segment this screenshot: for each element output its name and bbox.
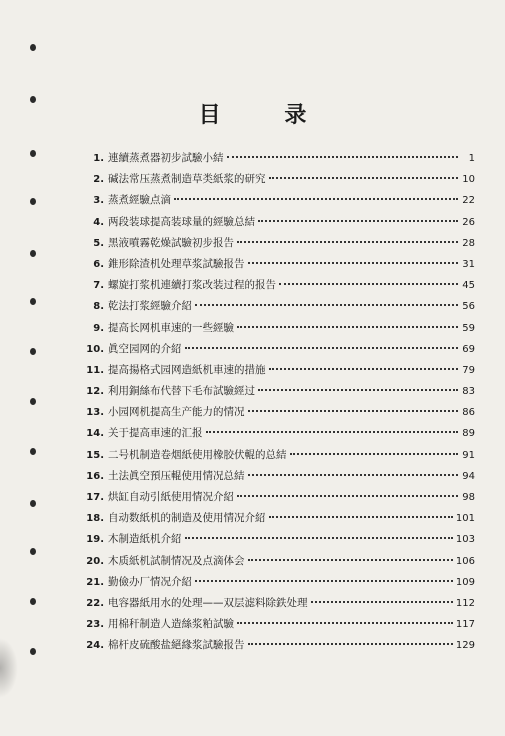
- toc-entry-page: 31: [462, 258, 475, 270]
- dot-leader: [248, 262, 459, 264]
- dot-leader: [174, 198, 458, 200]
- toc-entry-number: 22.: [86, 597, 104, 609]
- toc-entry-title: 木质紙机試制情况及点滴体会: [108, 554, 245, 567]
- toc-entry-page: 45: [462, 280, 475, 292]
- toc-entry-title: 提高长网机車速的一些經驗: [108, 321, 234, 334]
- toc-entry[interactable]: [82, 425, 475, 446]
- toc-entry-number: 16.: [86, 470, 104, 482]
- toc-entry[interactable]: [82, 171, 475, 192]
- toc-entry-title: 碱法常压蒸煮制造草类紙浆的研究: [108, 173, 266, 186]
- toc-entry-page: 79: [462, 364, 475, 376]
- binding-hole: [30, 298, 36, 305]
- toc-entry[interactable]: [82, 447, 475, 468]
- toc-entry-number: 6.: [93, 258, 104, 270]
- toc-entry[interactable]: [82, 341, 475, 362]
- binding-hole: [30, 648, 36, 655]
- dot-leader: [185, 537, 453, 539]
- table-of-contents: [82, 150, 475, 659]
- toc-entry-page: 28: [462, 237, 475, 249]
- toc-entry[interactable]: [82, 489, 475, 510]
- toc-entry-page: 10: [462, 174, 475, 186]
- toc-entry[interactable]: [82, 574, 475, 595]
- toc-entry[interactable]: [82, 637, 475, 658]
- dot-leader: [269, 516, 453, 518]
- toc-entry-number: 12.: [86, 386, 104, 398]
- binding-hole: [30, 448, 36, 455]
- toc-entry-number: 19.: [86, 534, 104, 546]
- toc-entry-number: 13.: [86, 407, 104, 419]
- toc-entry-title: 錐形除渣机处理草浆試驗报告: [108, 257, 245, 270]
- toc-entry[interactable]: [82, 468, 475, 489]
- toc-entry-page: 129: [455, 640, 475, 652]
- dot-leader: [237, 241, 458, 243]
- toc-entry-number: 2.: [93, 174, 104, 186]
- toc-entry-number: 17.: [86, 492, 104, 503]
- toc-entry-page: 83: [462, 386, 475, 398]
- toc-entry-title: 利用銅絲布代替下毛布試驗經过: [108, 385, 255, 398]
- toc-entry-page: 94: [462, 470, 475, 482]
- toc-entry-number: 9.: [93, 322, 104, 334]
- binding-hole: [30, 598, 36, 605]
- toc-entry[interactable]: [82, 214, 475, 235]
- toc-entry-page: 112: [455, 597, 475, 609]
- dot-leader: [237, 622, 453, 624]
- dot-leader: [290, 453, 459, 455]
- toc-entry-number: 3.: [93, 195, 104, 207]
- dot-leader: [195, 304, 458, 306]
- toc-entry-number: 23.: [86, 619, 104, 631]
- toc-entry[interactable]: [82, 192, 475, 213]
- toc-entry-page: 56: [462, 301, 475, 313]
- toc-entry[interactable]: [82, 320, 475, 341]
- toc-entry-page: 86: [462, 407, 475, 419]
- toc-entry-page: 101: [455, 513, 475, 525]
- toc-entry[interactable]: [82, 383, 475, 404]
- binding-hole: [30, 500, 36, 507]
- toc-entry[interactable]: [82, 277, 475, 298]
- toc-entry-title: 自动数紙机的制造及使用情况介紹: [108, 512, 266, 525]
- toc-entry-number: 7.: [93, 280, 104, 292]
- dot-leader: [279, 283, 458, 285]
- toc-entry[interactable]: [82, 150, 475, 171]
- toc-entry-title: 螺旋打浆机連續打浆改装过程的报告: [108, 279, 276, 292]
- toc-entry[interactable]: [82, 362, 475, 383]
- toc-entry-title: 提高揚格式园网造紙机車速的措施: [108, 363, 266, 376]
- toc-entry[interactable]: [82, 510, 475, 531]
- toc-entry[interactable]: [82, 553, 475, 574]
- toc-entry-title: 棉杆皮硫酸盐絕緣浆試驗报告: [108, 639, 245, 652]
- toc-entry[interactable]: [82, 404, 475, 425]
- toc-entry-title: 小园网机提高生产能力的情况: [108, 406, 245, 419]
- dot-leader: [237, 495, 458, 497]
- dot-leader: [311, 601, 453, 603]
- toc-entry-page: 106: [455, 555, 475, 567]
- dot-leader: [258, 220, 458, 222]
- dot-leader: [227, 156, 459, 158]
- toc-entry-number: 8.: [93, 301, 104, 313]
- toc-entry-page: 89: [462, 428, 475, 440]
- toc-entry-number: 24.: [86, 640, 104, 652]
- binding-hole: [30, 398, 36, 405]
- toc-entry-number: 20.: [86, 555, 104, 567]
- toc-entry-page: 109: [455, 576, 475, 588]
- toc-entry[interactable]: [82, 531, 475, 552]
- dot-leader: [248, 643, 453, 645]
- dot-leader: [237, 326, 458, 328]
- toc-entry-number: 15.: [86, 449, 104, 461]
- toc-entry-title: 木制造紙机介紹: [108, 533, 182, 546]
- dot-leader: [195, 580, 453, 582]
- toc-entry[interactable]: [82, 298, 475, 319]
- toc-entry-title: 二号机制造卷烟紙使用橡胶伏輥的总結: [108, 448, 287, 461]
- toc-entry-page: 98: [462, 492, 475, 503]
- toc-entry-number: 1.: [93, 153, 104, 164]
- toc-entry-number: 18.: [86, 513, 104, 525]
- toc-entry-title: 眞空园网的介紹: [108, 342, 182, 355]
- toc-entry[interactable]: [82, 616, 475, 637]
- toc-entry[interactable]: [82, 256, 475, 277]
- dot-leader: [258, 389, 458, 391]
- binding-hole: [30, 348, 36, 355]
- toc-entry-number: 5.: [93, 237, 104, 249]
- toc-entry-title: 用棉秆制造人造絲浆粕試驗: [108, 618, 234, 631]
- toc-entry-page: 26: [462, 216, 475, 228]
- toc-entry-title: 关于提高車速的汇报: [108, 427, 203, 440]
- toc-entry-title: 連續蒸煮器初步試驗小結: [108, 152, 224, 164]
- toc-entry[interactable]: [82, 595, 475, 616]
- toc-entry-title: 乾法打浆經驗介紹: [108, 300, 192, 313]
- binding-hole: [30, 44, 36, 51]
- dot-leader: [248, 410, 459, 412]
- binding-hole: [30, 198, 36, 205]
- binding-hole: [30, 548, 36, 555]
- toc-entry-number: 4.: [93, 216, 104, 228]
- toc-entry-page: 22: [462, 195, 475, 207]
- toc-entry-title: 电容器紙用水的处理——双层滤料除鉄处理: [108, 596, 308, 609]
- binding-hole: [30, 250, 36, 257]
- toc-entry-number: 21.: [86, 576, 104, 588]
- dot-leader: [269, 177, 459, 179]
- toc-entry-title: 蒸煮經驗点滴: [108, 194, 171, 207]
- toc-entry-title: 土法眞空預压輥使用情况总結: [108, 469, 245, 482]
- toc-entry-number: 14.: [86, 428, 104, 440]
- toc-entry-page: 69: [462, 343, 475, 355]
- toc-entry-page: 103: [455, 534, 475, 546]
- binding-hole: [30, 150, 36, 157]
- toc-entry[interactable]: [82, 235, 475, 256]
- toc-entry-title: 烘缸自动引紙使用情况介紹: [108, 491, 234, 503]
- toc-entry-page: 59: [462, 322, 475, 334]
- dot-leader: [248, 559, 453, 561]
- toc-entry-title: 勤儉办厂情况介紹: [108, 575, 192, 588]
- dot-leader: [248, 474, 459, 476]
- dot-leader: [269, 368, 459, 370]
- toc-entry-page: 117: [455, 619, 475, 631]
- toc-entry-page: 1: [468, 153, 475, 164]
- scan-smudge: [0, 638, 18, 698]
- page-title: 目 录: [198, 103, 335, 128]
- dot-leader: [206, 431, 459, 433]
- toc-entry-page: 91: [462, 449, 475, 461]
- toc-entry-number: 10.: [86, 343, 104, 355]
- toc-entry-title: 两段装球提高装球量的經驗总結: [108, 215, 255, 228]
- toc-entry-title: 黑液噴霧乾燥試驗初步报告: [108, 236, 234, 249]
- dot-leader: [185, 347, 459, 349]
- toc-entry-number: 11.: [86, 364, 104, 376]
